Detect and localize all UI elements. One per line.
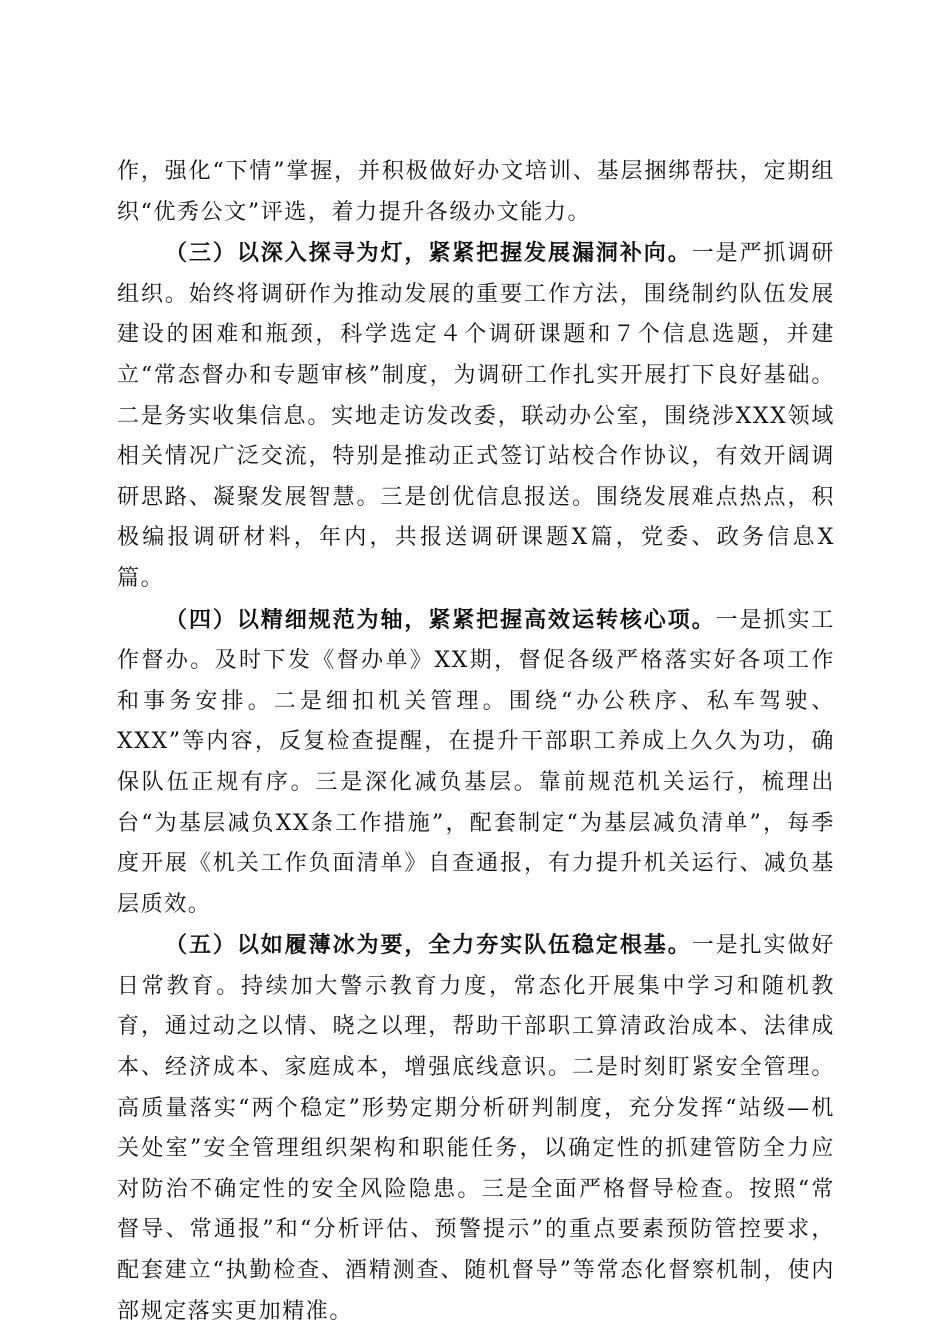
- paragraph-section-4: [117, 600, 835, 926]
- section-heading: （四）以精细规范为轴，紧紧把握高效运转核心项。: [165, 606, 716, 633]
- paragraph-section-5: [117, 925, 835, 1332]
- paragraph-body: 作，强化“下情”掌握，并积极做好办文培训、基层捆绑帮扶，定期组织“优秀公文”评选，着力提升各级办文能力。: [117, 159, 835, 225]
- paragraph-body: 一是严抓调研组织。始终将调研作为推动发展的重要工作方法，围绕制约队伍发展建设的困难和瓶颈，科学选定４个调研课题和７个信息选题，并建立“常态督办和专题审核”制度，为调研工作扎实开展打下良好基础。二是务实收集信息。实地走访发改委，联动办公室，围绕涉XXX领域相关情况广泛交流，特别是推动正式签订站校合作协议，有效开阔调研思路、凝聚发展智慧。三是创优信息报送。围绕发展难点热点，积极编报调研材料，年内，共报送调研课题X篇，党委、政务信息X篇。: [117, 241, 835, 591]
- document-body: [117, 152, 835, 1332]
- section-heading: （三）以深入探寻为灯，紧紧把握发展漏洞补向。: [165, 240, 692, 267]
- paragraph-continuation: [117, 152, 835, 233]
- paragraph-body: 一是扎实做好日常教育。持续加大警示教育力度，常态化开展集中学习和随机教育，通过动之以情、晓之以理，帮助干部职工算清政治成本、法律成本、经济成本、家庭成本，增强底线意识。二是时刻盯紧安全管理。高质量落实“两个稳定”形势定期分析研判制度，充分发挥“站级—机关处室”安全管理组织架构和职能任务，以确定性的抓建管防全力应对防治不确定性的安全风险隐患。三是全面严格督导检查。按照“常督导、常通报”和“分析评估、预警提示”的重点要素预防管控要求，配套建立“执勤检查、酒精测查、随机督导”等常态化督察机制，使内部规定落实更加精准。: [117, 933, 835, 1324]
- paragraph-section-3: [117, 233, 835, 599]
- paragraph-body: 一是抓实工作督办。及时下发《督办单》XX期，督促各级严格落实好各项工作和事务安排。二是细扣机关管理。围绕“办公秩序、私车驾驶、XXX”等内容，反复检查提醒，在提升干部职工养成上久久为功，确保队伍正规有序。三是深化减负基层。靠前规范机关运行，梳理出台“为基层减负XX条工作措施”，配套制定“为基层减负清单”，每季度开展《机关工作负面清单》自查通报，有力提升机关运行、减负基层质效。: [117, 607, 835, 917]
- section-heading: （五）以如履薄冰为要，全力夯实队伍稳定根基。: [165, 932, 692, 959]
